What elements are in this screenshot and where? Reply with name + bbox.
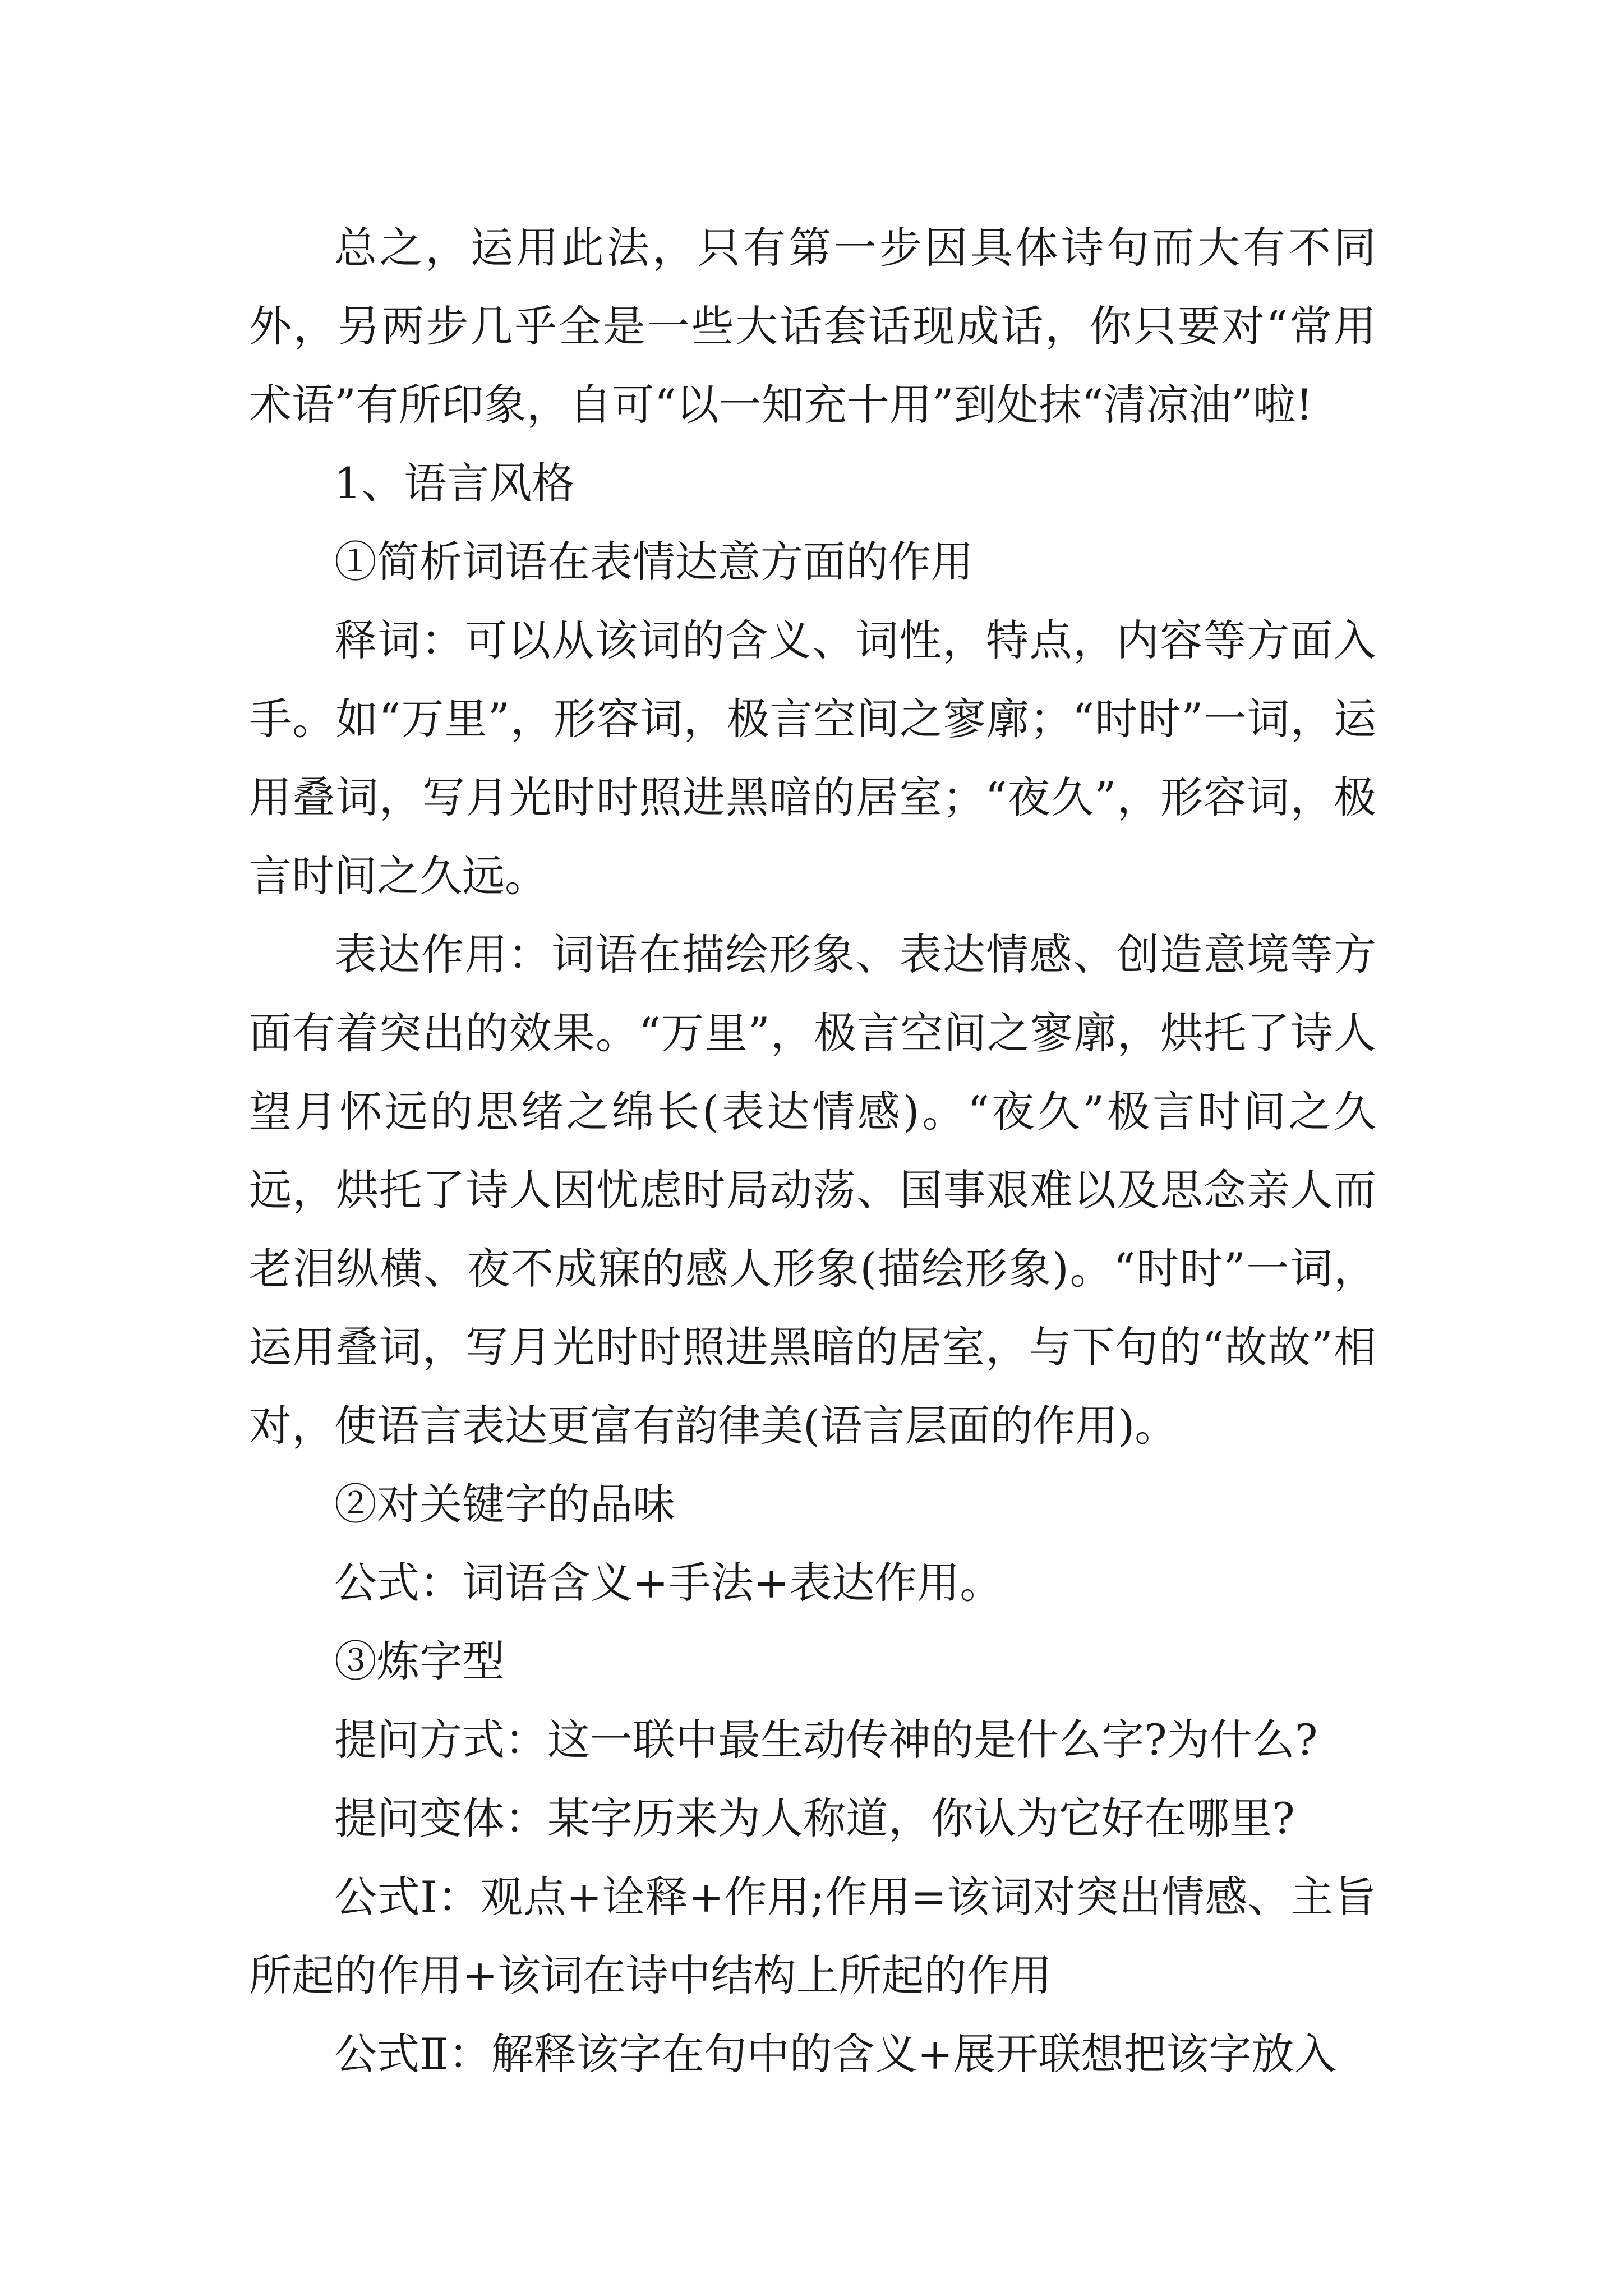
subheading-key-word: ②对关键字的品味 xyxy=(334,1479,675,1529)
paragraph-question-variant: 提问变体：某字历来为人称道，你认为它好在哪里? xyxy=(334,1793,1295,1843)
subheading-word-refining: ③炼字型 xyxy=(334,1636,505,1686)
paragraph-word-explanation: 释词：可以从该词的含义、词性，特点，内容等方面入手。如“万里”，形容词，极言空间之寥廓；“时时”一词，运用叠词，写月光时时照进黑暗的居室；“夜久”，形容词，极言时间之久远。 xyxy=(249,615,1376,901)
paragraph-formula-two: 公式Ⅱ：解释该字在句中的含义+展开联想把该字放入 xyxy=(334,2029,1337,2079)
paragraph-formula: 公式：词语含义+手法+表达作用。 xyxy=(334,1558,1003,1608)
paragraph-summary: 总之，运用此法，只有第一步因具体诗句而大有不同外，另两步几乎全是一些大话套话现成话，你只要对“常用术语”有所印象，自可“以一知充十用”到处抹“清凉油”啦! xyxy=(249,223,1376,430)
document-body xyxy=(249,209,1376,2093)
paragraph-question-form: 提问方式：这一联中最生动传神的是什么字?为什么? xyxy=(334,1715,1318,1765)
section-heading-language-style: 1、语言风格 xyxy=(334,458,575,508)
paragraph-expressive-effect: 表达作用：词语在描绘形象、表达情感、创造意境等方面有着突出的效果。“万里”，极言空间之寥廓，烘托了诗人望月怀远的思绪之绵长(表达情感)。“夜久”极言时间之久远，烘托了诗人因忧虑时局动荡、国事艰难以及思念亲人而老泪纵横、夜不成寐的感人形象(描绘形象)。“时时”一词，运用叠词，写月光时时照进黑暗的居室，与下句的“故故”相对，使语言表达更富有韵律美(语言层面的作用)。 xyxy=(249,930,1376,1451)
paragraph-formula-one: 公式Ⅰ：观点+诠释+作用;作用=该词对突出情感、主旨所起的作用+该词在诗中结构上所起的作用 xyxy=(249,1872,1376,2000)
subheading-word-analysis: ①简析词语在表情达意方面的作用 xyxy=(334,537,974,587)
